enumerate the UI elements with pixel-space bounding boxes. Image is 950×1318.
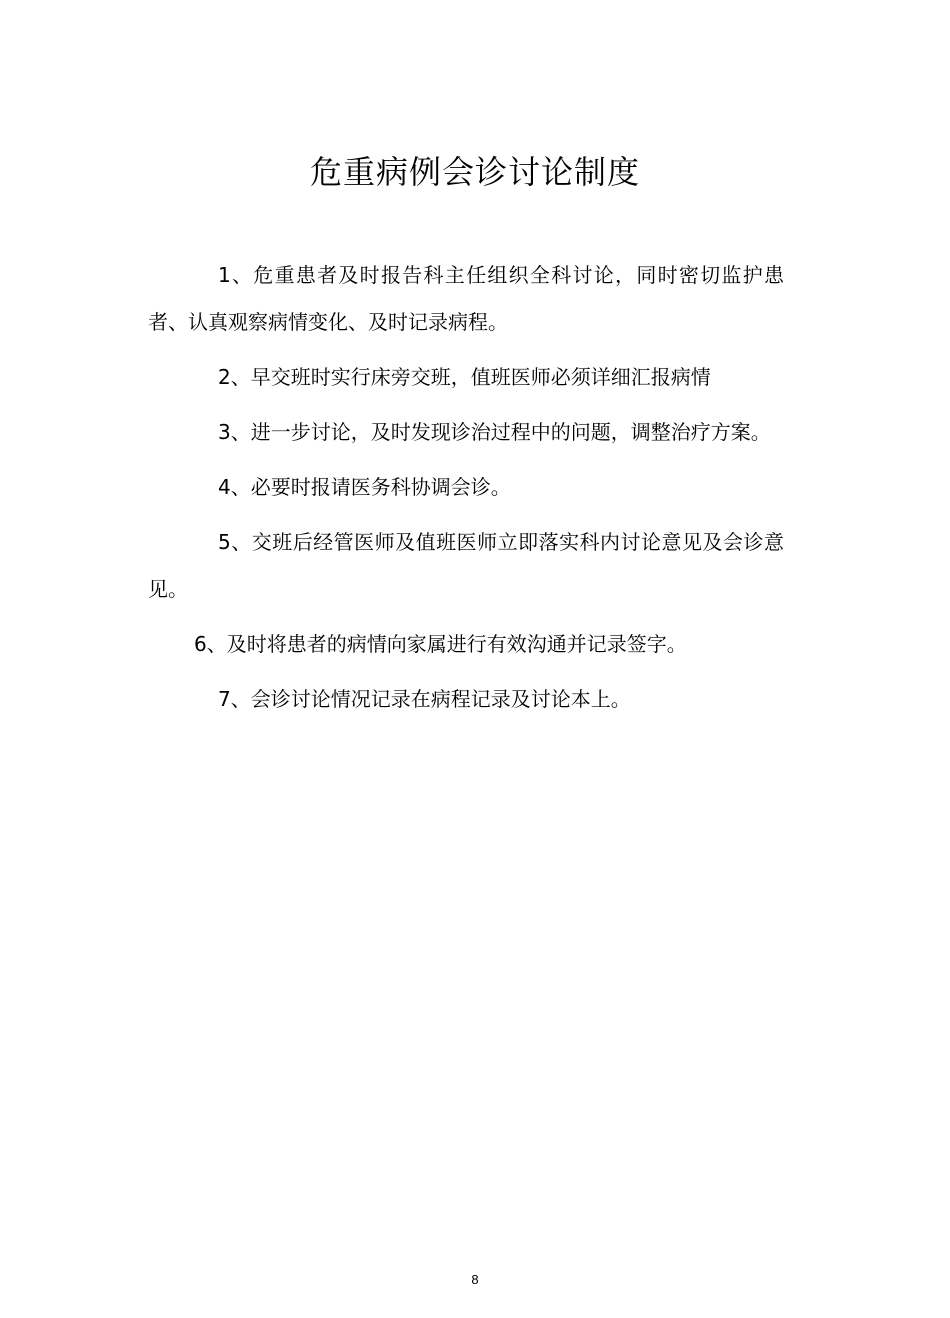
paragraph-1: 1、危重患者及时报告科主任组织全科讨论，同时密切监护患者、认真观察病情变化、及时记录病程。 [148, 263, 784, 334]
paragraph-4: 4、必要时报请医务科协调会诊。 [218, 475, 511, 499]
page-number: 8 [471, 1272, 479, 1287]
paragraph-5: 5、交班后经管医师及值班医师立即落实科内讨论意见及会诊意见。 [148, 530, 784, 601]
paragraph-7: 7、会诊讨论情况记录在病程记录及讨论本上。 [218, 687, 631, 711]
document-body [148, 252, 784, 731]
paragraph-2: 2、早交班时实行床旁交班，值班医师必须详细汇报病情 [218, 365, 711, 389]
paragraph-3: 3、进一步讨论，及时发现诊治过程中的问题，调整治疗方案。 [218, 420, 771, 444]
document-title: 危重病例会诊讨论制度 [309, 153, 640, 191]
paragraph-6: 6、及时将患者的病情向家属进行有效沟通并记录签字。 [194, 632, 687, 656]
